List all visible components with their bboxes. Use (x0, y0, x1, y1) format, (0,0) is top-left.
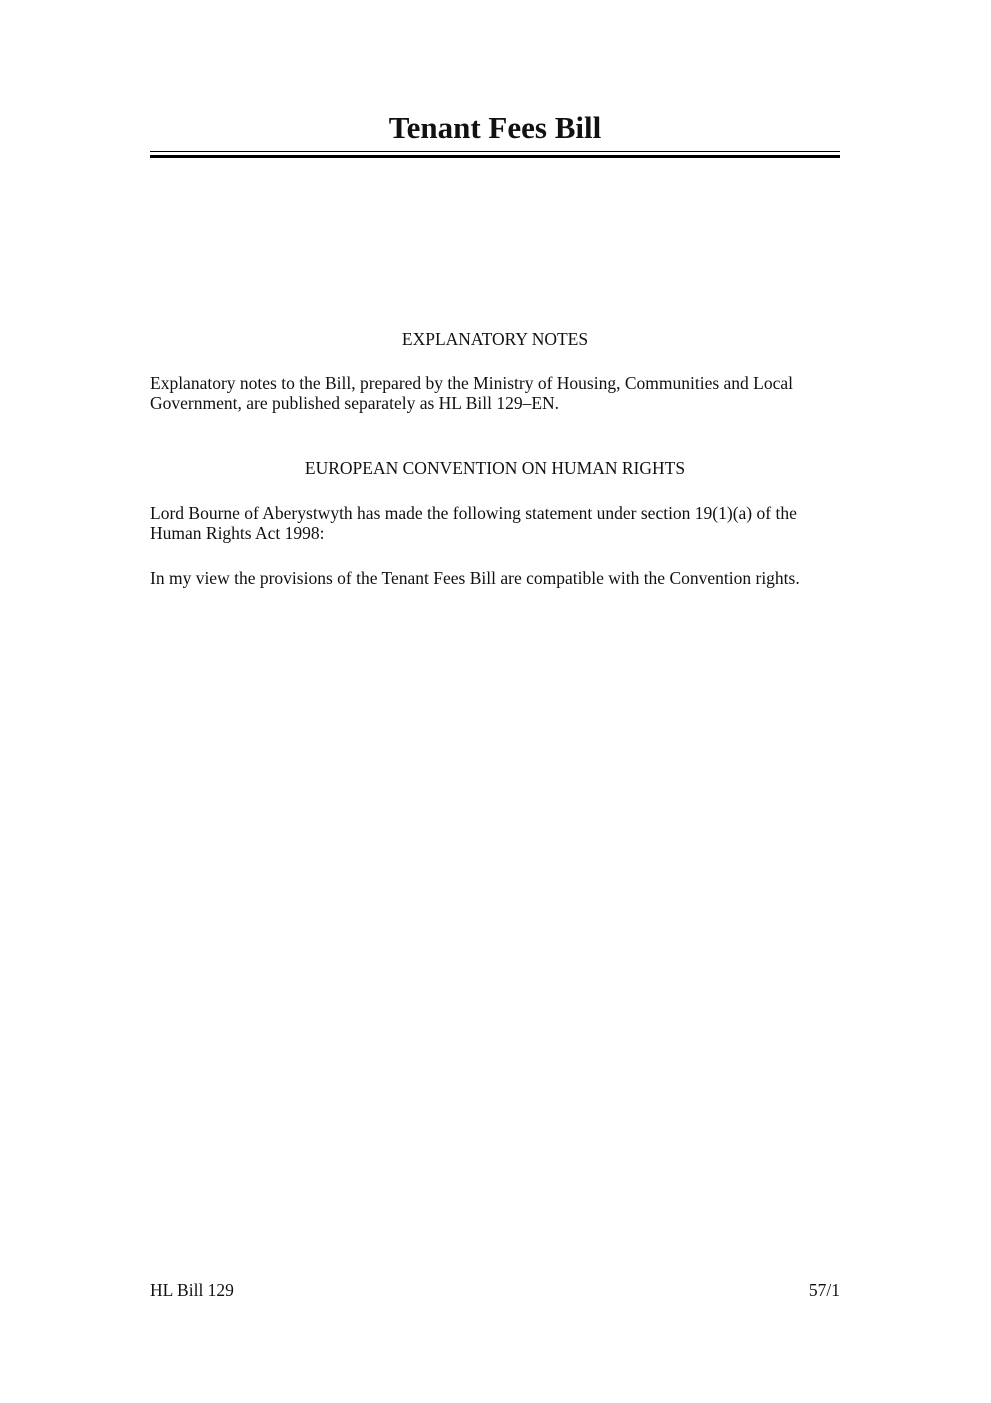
echr-statement: In my view the provisions of the Tenant Fees Bill are compatible with the Convention rights. (150, 568, 800, 588)
bill-title: Tenant Fees Bill (388, 110, 602, 145)
footer-bill-number: HL Bill 129 (150, 1280, 234, 1300)
document-page (150, 0, 840, 1403)
title-rule-thick (150, 155, 840, 158)
section-heading-explanatory-notes: EXPLANATORY NOTES (401, 329, 589, 349)
explanatory-notes-paragraph: Explanatory notes to the Bill, prepared by the Ministry of Housing, Communities and Local Government, are published separately as HL Bill 129–EN. (150, 373, 794, 413)
footer-page-ref: 57/1 (808, 1280, 840, 1300)
echr-statement-intro: Lord Bourne of Aberystwyth has made the following statement under section 19(1)(a) of the Human Rights Act 1998: (150, 503, 797, 543)
title-rule-thin (150, 151, 840, 152)
section-heading-echr: EUROPEAN CONVENTION ON HUMAN RIGHTS (304, 458, 686, 478)
